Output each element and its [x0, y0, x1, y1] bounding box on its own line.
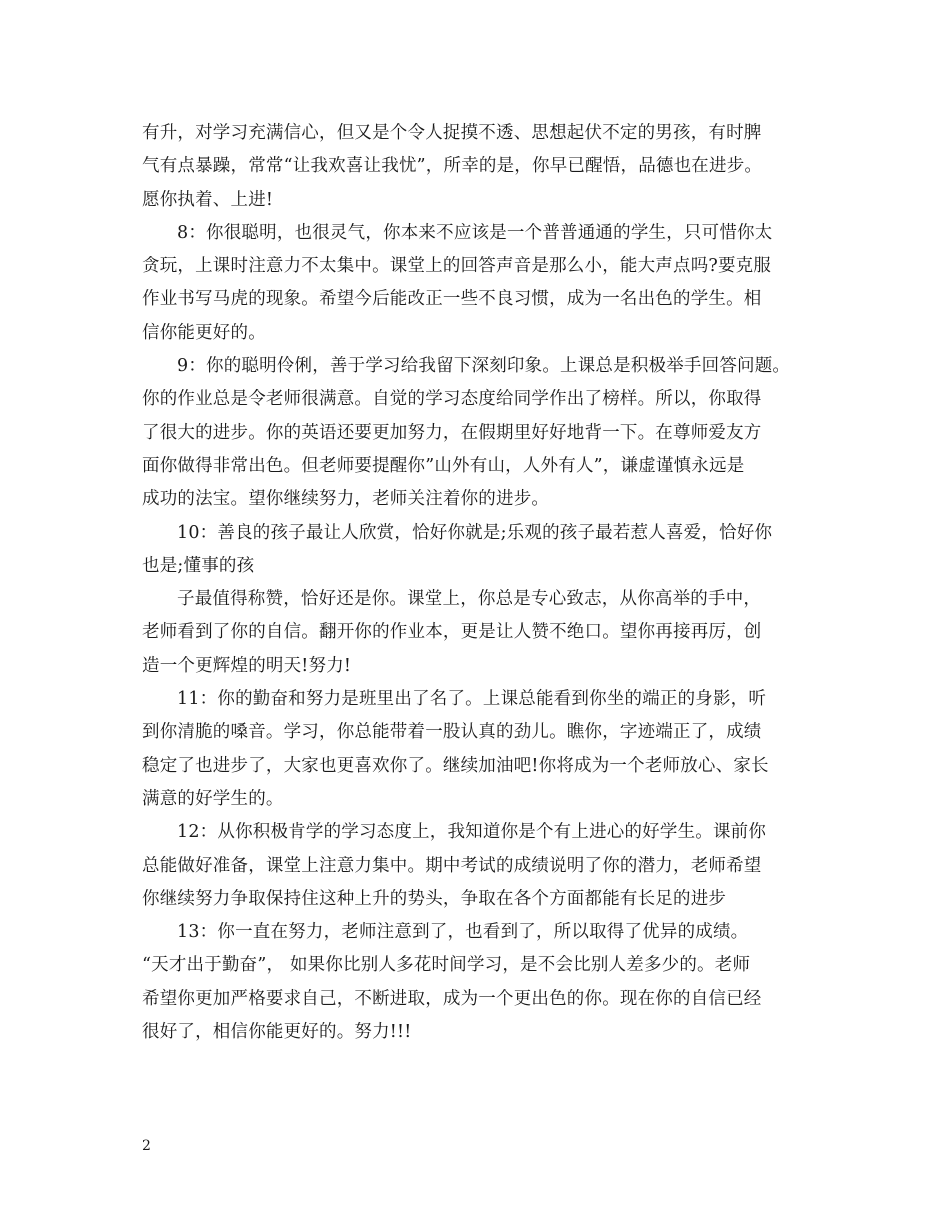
text-line: 9：你的聪明伶俐，善于学习给我留下深刻印象。上课总是积极举手回答问题。 [177, 356, 791, 377]
text-line: 稳定了也进步了，大家也更喜欢你了。继续加油吧!你将成为一个老师放心、家长 [142, 755, 769, 776]
text-line: 你继续努力争取保持住这种上升的势头，争取在各个方面都能有长足的进步 [142, 888, 727, 909]
text-line: 成功的法宝。望你继续努力，老师关注着你的进步。 [142, 489, 550, 510]
text-line: 信你能更好的。 [142, 322, 266, 343]
text-line: 11：你的勤奋和努力是班里出了名了。上课总能看到你坐的端正的身影，听 [177, 689, 767, 710]
text-line: 老师看到了你的自信。翻开你的作业本，更是让人赞不绝口。望你再接再厉，创 [142, 622, 762, 643]
text-line: 愿你执着、上进! [142, 189, 274, 210]
text-line: 总能做好准备，课堂上注意力集中。期中考试的成绩说明了你的潜力，老师希望 [142, 855, 762, 876]
text-line: 希望你更加严格要求自己，不断进取，成为一个更出色的你。现在你的自信已经 [142, 988, 762, 1009]
text-line: 到你清脆的嗓音。学习，你总能带着一股认真的劲儿。瞧你，字迹端正了，成绩 [142, 722, 762, 743]
text-line: “天才出于勤奋”， 如果你比别人多花时间学习，是不会比别人差多少的。老师 [142, 955, 751, 976]
text-line: 很好了，相信你能更好的。努力!!! [142, 1022, 412, 1043]
text-line: 作业书写马虎的现象。希望今后能改正一些不良习惯，成为一名出色的学生。相 [142, 289, 762, 310]
text-line: 面你做得非常出色。但老师要提醒你”山外有山，人外有人”，谦虚谨慎永远是 [142, 455, 745, 476]
page-number: 2 [142, 1138, 151, 1154]
text-line: 8：你很聪明，也很灵气，你本来不应该是一个普普通通的学生，只可惜你太 [177, 222, 773, 243]
text-line: 你的作业总是令老师很满意。自觉的学习态度给同学作出了榜样。所以，你取得 [142, 389, 762, 410]
text-line: 有升，对学习充满信心，但又是个令人捉摸不透、思想起伏不定的男孩，有时脾 [142, 123, 762, 143]
text-line: 10：善良的孩子最让人欣赏，恰好你就是;乐观的孩子最若惹人喜爱，恰好你 [177, 522, 773, 543]
text-line: 贪玩，上课时注意力不太集中。课堂上的回答声音是那么小，能大声点吗?要克服 [142, 256, 772, 277]
text-line: 也是;懂事的孩 [142, 555, 255, 576]
text-line: 了很大的进步。你的英语还要更加努力，在假期里好好地背一下。在尊师爱友方 [142, 422, 762, 443]
text-line: 满意的好学生的。 [142, 788, 284, 809]
document-body [142, 117, 814, 1049]
text-line: 造一个更辉煌的明天!努力! [142, 655, 352, 676]
text-line: 气有点暴躁，常常“让我欢喜让我忧”，所幸的是，你早已醒悟，品德也在进步。 [142, 156, 763, 177]
text-line: 12：从你积极肯学的学习态度上，我知道你是个有上进心的好学生。课前你 [177, 822, 767, 843]
text-line: 子最值得称赞，恰好还是你。课堂上，你总是专心致志，从你高举的手中， [177, 589, 762, 610]
text-line: 13：你一直在努力，老师注意到了，也看到了，所以取得了优异的成绩。 [177, 922, 749, 943]
